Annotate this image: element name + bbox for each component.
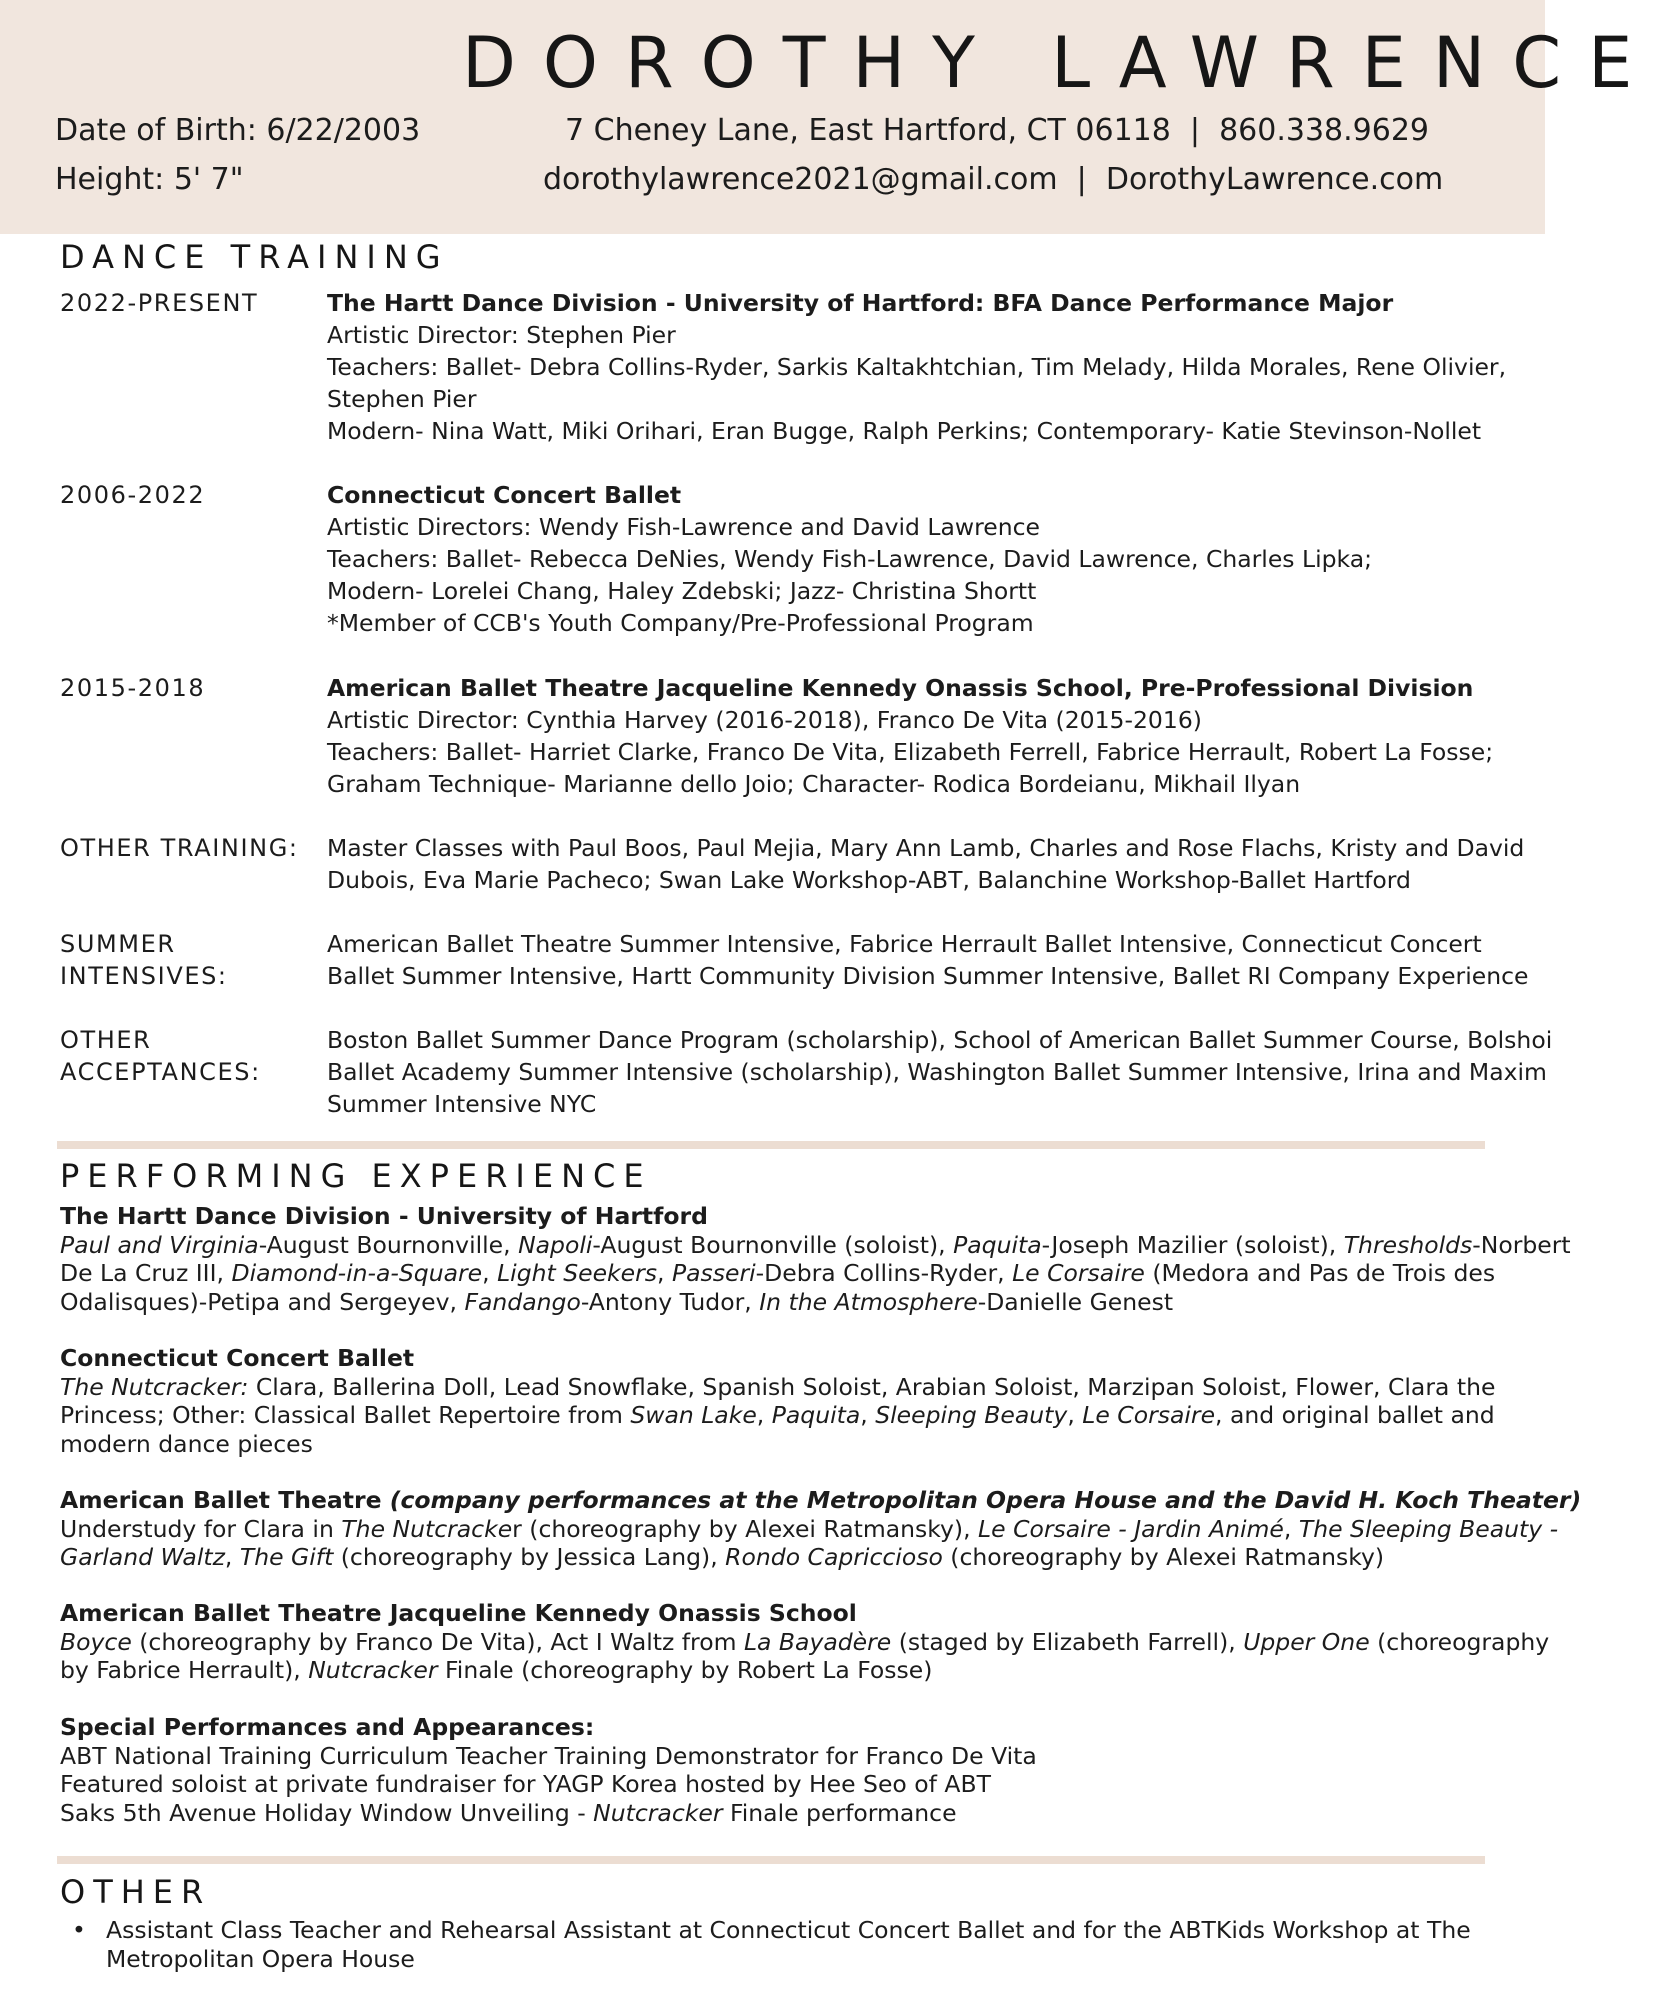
list-item-line: Assistant Class Teacher and Rehearsal Assistant at Connecticut Concert Ballet and for the ABTKids Workshop at The — [106, 1916, 1471, 1944]
training-line: American Ballet Theatre Summer Intensive, Fabrice Herrault Ballet Intensive, Connecticut Concert — [327, 930, 1482, 958]
training-school: American Ballet Theatre Jacqueline Kennedy Onassis School, Pre-Professional Division — [327, 674, 1474, 702]
performance-company: Connecticut Concert Ballet — [60, 1344, 415, 1372]
training-details — [327, 1024, 1553, 1120]
training-date: 2022-PRESENT — [60, 289, 259, 317]
training-school: The Hartt Dance Division - University of Hartford: BFA Dance Performance Major — [327, 289, 1394, 317]
performance-line: Garland Waltz, The Gift (choreography by Jessica Lang), Rondo Capriccioso (choreography by Alexei Ratmansky) — [60, 1543, 1385, 1571]
performance-line: Understudy for Clara in The Nutcracker (choreography by Alexei Ratmansky), Le Corsaire - Jardin Animé, The Sleeping Beauty - — [60, 1514, 1559, 1543]
list-item-text — [106, 1916, 1486, 1974]
address-phone: 7 Cheney Lane, East Hartford, CT 06118 | 860.338.9629 — [565, 113, 1430, 148]
section-title-dance-training: DANCE TRAINING — [60, 238, 449, 276]
training-label-line: OTHER — [60, 1026, 152, 1054]
training-label-line: SUMMER — [60, 930, 176, 958]
performance-line: Paul and Virginia-August Bournonville, Napoli-August Bournonville (soloist), Paquita-Joseph Mazilier (soloist), Thresholds-Norbert — [60, 1230, 1571, 1259]
performance-company: American Ballet Theatre Jacqueline Kennedy Onassis School — [60, 1599, 857, 1627]
training-line: Teachers: Ballet- Rebecca DeNies, Wendy Fish-Lawrence, David Lawrence, Charles Lipka; — [327, 545, 1373, 573]
training-label-line: INTENSIVES: — [60, 962, 228, 990]
performance-line: ABT National Training Curriculum Teacher Training Demonstrator for Franco De Vita — [60, 1741, 1037, 1770]
height: Height: 5' 7" — [55, 162, 244, 197]
performance-heading: Special Performances and Appearances: — [60, 1713, 595, 1741]
training-details — [327, 479, 1547, 639]
performance-block-hartt — [60, 1202, 1571, 1316]
training-line: Teachers: Ballet- Harriet Clarke, Franco De Vita, Elizabeth Ferrell, Fabrice Herrault, Robert La Fosse; — [327, 738, 1494, 766]
training-label: OTHER TRAINING: — [60, 834, 299, 862]
name-title: DOROTHY LAWRENCE — [462, 22, 1659, 104]
training-line: Summer Intensive NYC — [327, 1090, 597, 1118]
training-details — [327, 832, 1547, 896]
training-line: Ballet Academy Summer Intensive (scholarship), Washington Ballet Summer Intensive, Irina and Maxim — [327, 1058, 1547, 1086]
training-label — [60, 928, 310, 992]
performance-line: Princess; Other: Classical Ballet Repertoire from Swan Lake, Paquita, Sleeping Beauty, Le Corsaire, and original ballet and — [60, 1401, 1495, 1429]
performance-block-jko — [60, 1599, 1550, 1685]
section-divider — [57, 1141, 1485, 1149]
training-details — [327, 287, 1547, 447]
performance-block-special — [60, 1713, 1500, 1827]
training-line: Ballet Summer Intensive, Hartt Community Division Summer Intensive, Ballet RI Company Experience — [327, 962, 1529, 990]
section-title-performing-experience: PERFORMING EXPERIENCE — [60, 1157, 652, 1195]
header-banner — [0, 0, 1659, 234]
training-line: Modern- Nina Watt, Miki Orihari, Eran Bugge, Ralph Perkins; Contemporary- Katie Stevinson-Nollet — [327, 417, 1482, 445]
performance-block-ccb — [60, 1344, 1500, 1458]
training-school: Connecticut Concert Ballet — [327, 481, 682, 509]
performance-line: The Nutcracker: Clara, Ballerina Doll, Lead Snowflake, Spanish Soloist, Arabian Soloist, Marzipan Soloist, Flower, Clara the — [60, 1372, 1496, 1401]
performance-company: American Ballet Theatre (company performances at the Metropolitan Opera House and the David H. Koch Theater) — [60, 1486, 1582, 1514]
email-website: dorothylawrence2021@gmail.com | DorothyLawrence.com — [543, 162, 1444, 197]
list-item-line: Metropolitan Opera House — [106, 1945, 415, 1973]
performance-block-abt — [60, 1486, 1582, 1572]
training-line: Modern- Lorelei Chang, Haley Zdebski; Jazz- Christina Shortt — [327, 577, 1037, 605]
training-date: 2006-2022 — [60, 481, 206, 509]
training-line: Artistic Director: Stephen Pier — [327, 321, 676, 349]
performance-company: The Hartt Dance Division - University of Hartford — [60, 1202, 708, 1230]
performance-line: Saks 5th Avenue Holiday Window Unveiling - Nutcracker Finale performance — [60, 1798, 957, 1827]
training-line: Master Classes with Paul Boos, Paul Mejia, Mary Ann Lamb, Charles and Rose Flachs, Kristy and David — [327, 834, 1525, 862]
training-line: Stephen Pier — [327, 385, 477, 413]
training-line: Teachers: Ballet- Debra Collins-Ryder, Sarkis Kaltakhtchian, Tim Melady, Hilda Morales, Rene Olivier, — [327, 353, 1507, 381]
training-details — [327, 672, 1547, 800]
training-details — [327, 928, 1547, 992]
bullet-icon: • — [72, 1916, 86, 1944]
performance-line: Featured soloist at private fundraiser for YAGP Korea hosted by Hee Seo of ABT — [60, 1770, 991, 1798]
training-label-line: ACCEPTANCES: — [60, 1058, 261, 1086]
training-line: Artistic Directors: Wendy Fish-Lawrence and David Lawrence — [327, 513, 1040, 541]
training-line: Boston Ballet Summer Dance Program (scholarship), School of American Ballet Summer Course, Bolshoi — [327, 1026, 1553, 1054]
training-line: Graham Technique- Marianne dello Joio; Character- Rodica Bordeianu, Mikhail Ilyan — [327, 770, 1301, 798]
date-of-birth: Date of Birth: 6/22/2003 — [55, 113, 421, 148]
section-title-other: OTHER — [60, 1873, 212, 1911]
performance-line: modern dance pieces — [60, 1429, 313, 1458]
performance-line: De La Cruz III, Diamond-in-a-Square, Light Seekers, Passeri-Debra Collins-Ryder, Le Corsaire (Medora and Pas de Trois des — [60, 1259, 1496, 1287]
performance-line: by Fabrice Herrault), Nutcracker Finale (choreography by Robert La Fosse) — [60, 1656, 933, 1684]
training-date: 2015-2018 — [60, 674, 206, 702]
performance-line: Boyce (choreography by Franco De Vita), Act I Waltz from La Bayadère (staged by Elizabeth Farrell), Upper One (choreography — [60, 1627, 1550, 1656]
training-label — [60, 1024, 310, 1088]
performance-line: Odalisques)-Petipa and Sergeyev, Fandango-Antony Tudor, In the Atmosphere-Danielle Genest — [60, 1287, 1174, 1316]
section-divider — [57, 1856, 1485, 1864]
training-line: *Member of CCB's Youth Company/Pre-Professional Program — [327, 609, 1034, 637]
training-line: Artistic Director: Cynthia Harvey (2016-2018), Franco De Vita (2015-2016) — [327, 706, 1202, 734]
training-line: Dubois, Eva Marie Pacheco; Swan Lake Workshop-ABT, Balanchine Workshop-Ballet Hartford — [327, 866, 1411, 894]
